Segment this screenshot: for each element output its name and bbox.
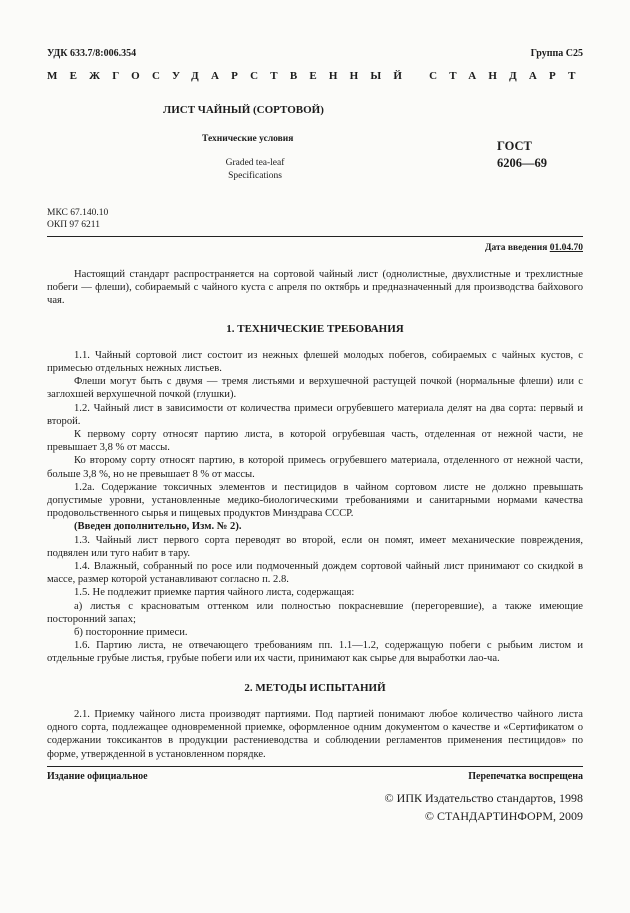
divider-footer: [47, 766, 583, 767]
reprint-prohibited-label: Перепечатка воспрещена: [468, 771, 583, 782]
section-1-paragraph: 1.4. Влажный, собранный по росе или подмоченный дождем сортовой чайный лист принимают со скидкой в массе, размер которой устанавливают согласно п. 2.8.: [47, 561, 583, 586]
gost-number: 6206—69: [497, 156, 547, 170]
amendment-note: (Введен дополнительно, Изм. № 2).: [74, 521, 242, 533]
okp-code: ОКП 97 6211: [47, 220, 100, 230]
english-title-line1: Graded tea-leaf: [225, 158, 285, 168]
section-1-paragraph: 1.2а. Содержание токсичных элементов и пестицидов в чайном сортовом листе не должно превышать допустимые уровни, установленные медико-биологическими требованиями и санитарными нормами качества продовольственного сырья и пищевых продуктов Минздрава СССР.: [47, 481, 583, 520]
section-1-paragraph: Ко второму сорту относят партию, в которой примесь огрубевшего материала, отделенного от нежной части, больше 3,8 %, но не превышает 8 % от массы.: [47, 455, 583, 480]
section-1-paragraph: 1.1. Чайный сортовой лист состоит из нежных флешей молодых побегов, собираемых с чайных кустов, с примесью отдельных нежных листьев.: [47, 349, 583, 375]
section-1-paragraph: К первому сорту относят партию листа, в которой огрубевшая часть, отделенная от нежной части, не превышает 3,8 % от массы.: [47, 429, 583, 454]
classification-codes: [47, 207, 108, 231]
udk-code: УДК 633.7/8:006.354: [47, 48, 137, 59]
english-title: [220, 157, 290, 183]
section-1-paragraph: Флеши могут быть с двумя — тремя листьями и верхушечной растущей почкой (нормальные флеши) или с заглохшей верхушечной почкой (глушки).: [47, 376, 583, 401]
copyright-block: [385, 789, 583, 825]
section-2-heading: 2. МЕТОДЫ ИСПЫТАНИЙ: [244, 681, 386, 694]
group-code: Группа С25: [530, 48, 583, 59]
gost-label: ГОСТ: [497, 139, 532, 153]
effective-date-value: 01.04.70: [549, 243, 583, 253]
intro-paragraph: Настоящий стандарт распространяется на сортовой чайный лист (однолистные, двухлистные и трехлистные побеги — флеши), собираемый с чайного куста с апреля по октябрь и предназначенный для производства байхового чая.: [47, 269, 583, 307]
document-body: [47, 268, 583, 761]
official-edition-label: Издание официальное: [47, 771, 148, 782]
effective-date-label: Дата введения: [484, 243, 550, 253]
mks-code: МКС 67.140.10: [47, 208, 109, 218]
section-1-paragraph: 1.3. Чайный лист первого сорта переводят во второй, если он помят, имеет механические повреждения, подвялен или туго набит в тару.: [47, 534, 583, 559]
divider-top: [47, 236, 583, 237]
interstate-standard-label: МЕЖГОСУДАРСТВЕННЫЙ СТАНДАРТ: [47, 70, 588, 82]
section-1-paragraph: 1.6. Партию листа, не отвечающего требованиям пп. 1.1—1.2, содержащую побеги с рыбьим листом и отдельные грубые листья, грубые побеги или их части, принимают как сырье для выработки лао-ча.: [47, 640, 583, 665]
section-2-paragraph: 2.1. Приемку чайного листа производят партиями. Под партией понимают любое количество чайного листа одного сорта, подлежащее одновременной приемке, оформленное одним документом о качестве и «Сертификатом о содержании токсикантов в продукции растениеводства и соблюдении регламентов применения пестицидов» по форме, утвержденной в установленном порядке.: [47, 708, 583, 760]
gost-designation: [497, 138, 547, 172]
section-1-list-item: а) листья с красноватым оттенком или полностью покрасневшие (перегоревшие), а также имеющие посторонний запах;: [47, 600, 583, 625]
section-1-paragraph: 1.5. Не подлежит приемке партия чайного листа, содержащая:: [74, 587, 355, 599]
english-title-line2: Specifications: [228, 171, 282, 181]
effective-date: [485, 243, 583, 253]
section-1-heading: 1. ТЕХНИЧЕСКИЕ ТРЕБОВАНИЯ: [226, 322, 404, 335]
section-1-list-item: б) посторонние примеси.: [74, 627, 188, 639]
document-subtitle: Технические условия: [202, 134, 294, 144]
section-1-paragraph: 1.2. Чайный лист в зависимости от количества примеси огрубевшего материала делят на два сорта: первый и второй.: [47, 402, 583, 427]
copyright-publisher: © ИПК Издательство стандартов, 1998: [384, 791, 583, 805]
document-title: ЛИСТ ЧАЙНЫЙ (СОРТОВОЙ): [163, 104, 324, 116]
copyright-standartinform: © СТАНДАРТИНФОРМ, 2009: [424, 809, 583, 823]
